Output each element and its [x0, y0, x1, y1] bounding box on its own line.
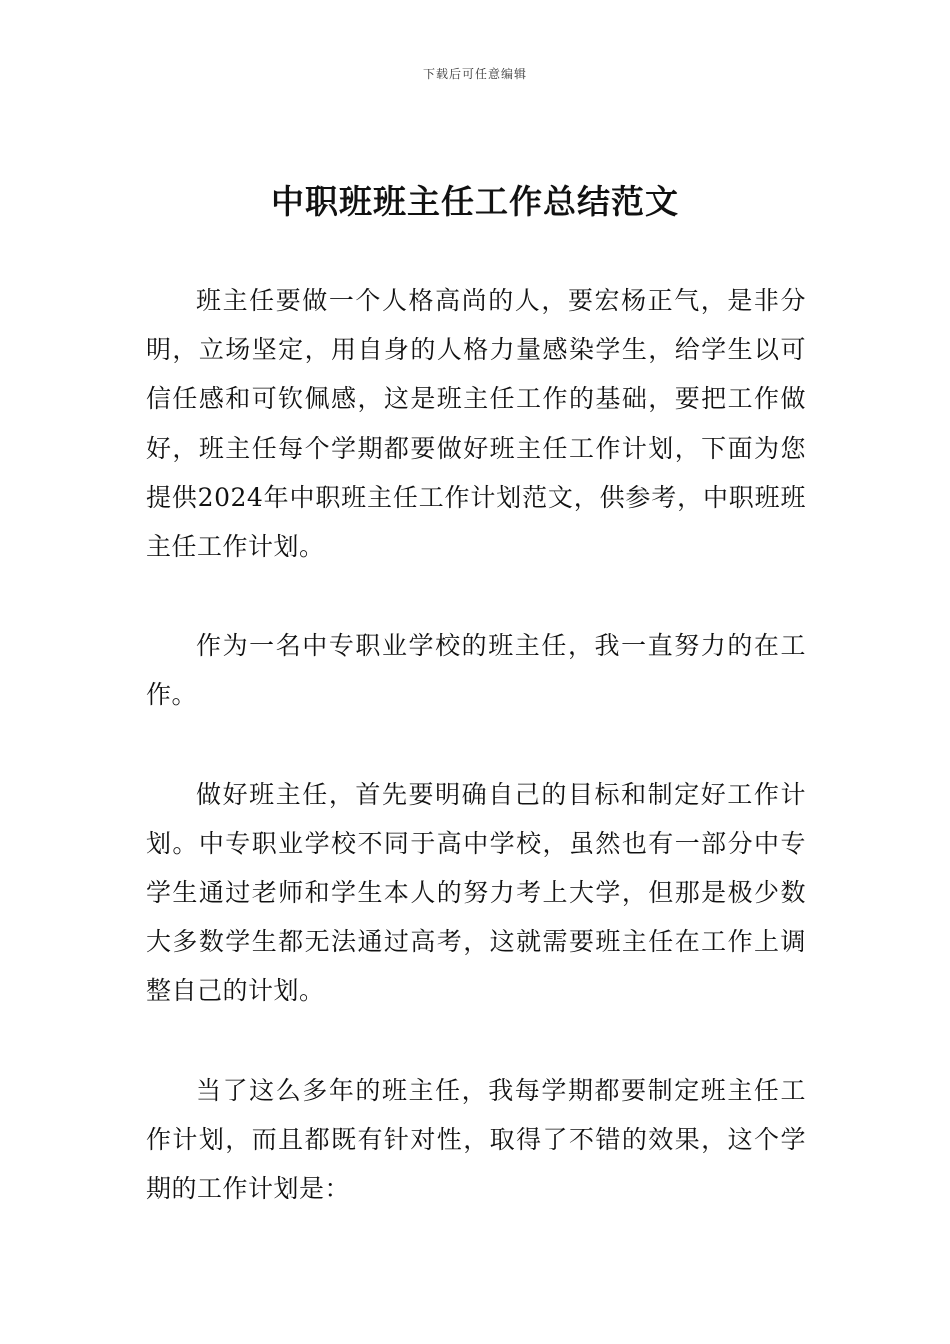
document-body: [146, 276, 806, 1263]
paragraph-intro: 班主任要做一个人格高尚的人，要宏杨正气，是非分明，立场坚定，用自身的人格力量感染学生，给学生以可信任感和可钦佩感，这是班主任工作的基础，要把工作做好，班主任每个学期都要做好班主任工作计划，下面为您提供2024年中职班主任工作计划范文，供参考，中职班班主任工作计划。: [146, 286, 806, 562]
paragraph-role: 作为一名中专职业学校的班主任，我一直努力的在工作。: [146, 631, 806, 710]
document-title: 中职班班主任工作总结范文: [271, 182, 679, 221]
header-note: 下载后可任意编辑: [422, 67, 527, 81]
paragraph-goals: 做好班主任，首先要明确自己的目标和制定好工作计划。中专职业学校不同于高中学校，虽然也有一部分中专学生通过老师和学生本人的努力考上大学，但那是极少数大多数学生都无法通过高考，这就需要班主任在工作上调整自己的计划。: [146, 779, 806, 1006]
paragraph-plan: 当了这么多年的班主任，我每学期都要制定班主任工作计划，而且都既有针对性，取得了不错的效果，这个学期的工作计划是：: [146, 1075, 806, 1204]
